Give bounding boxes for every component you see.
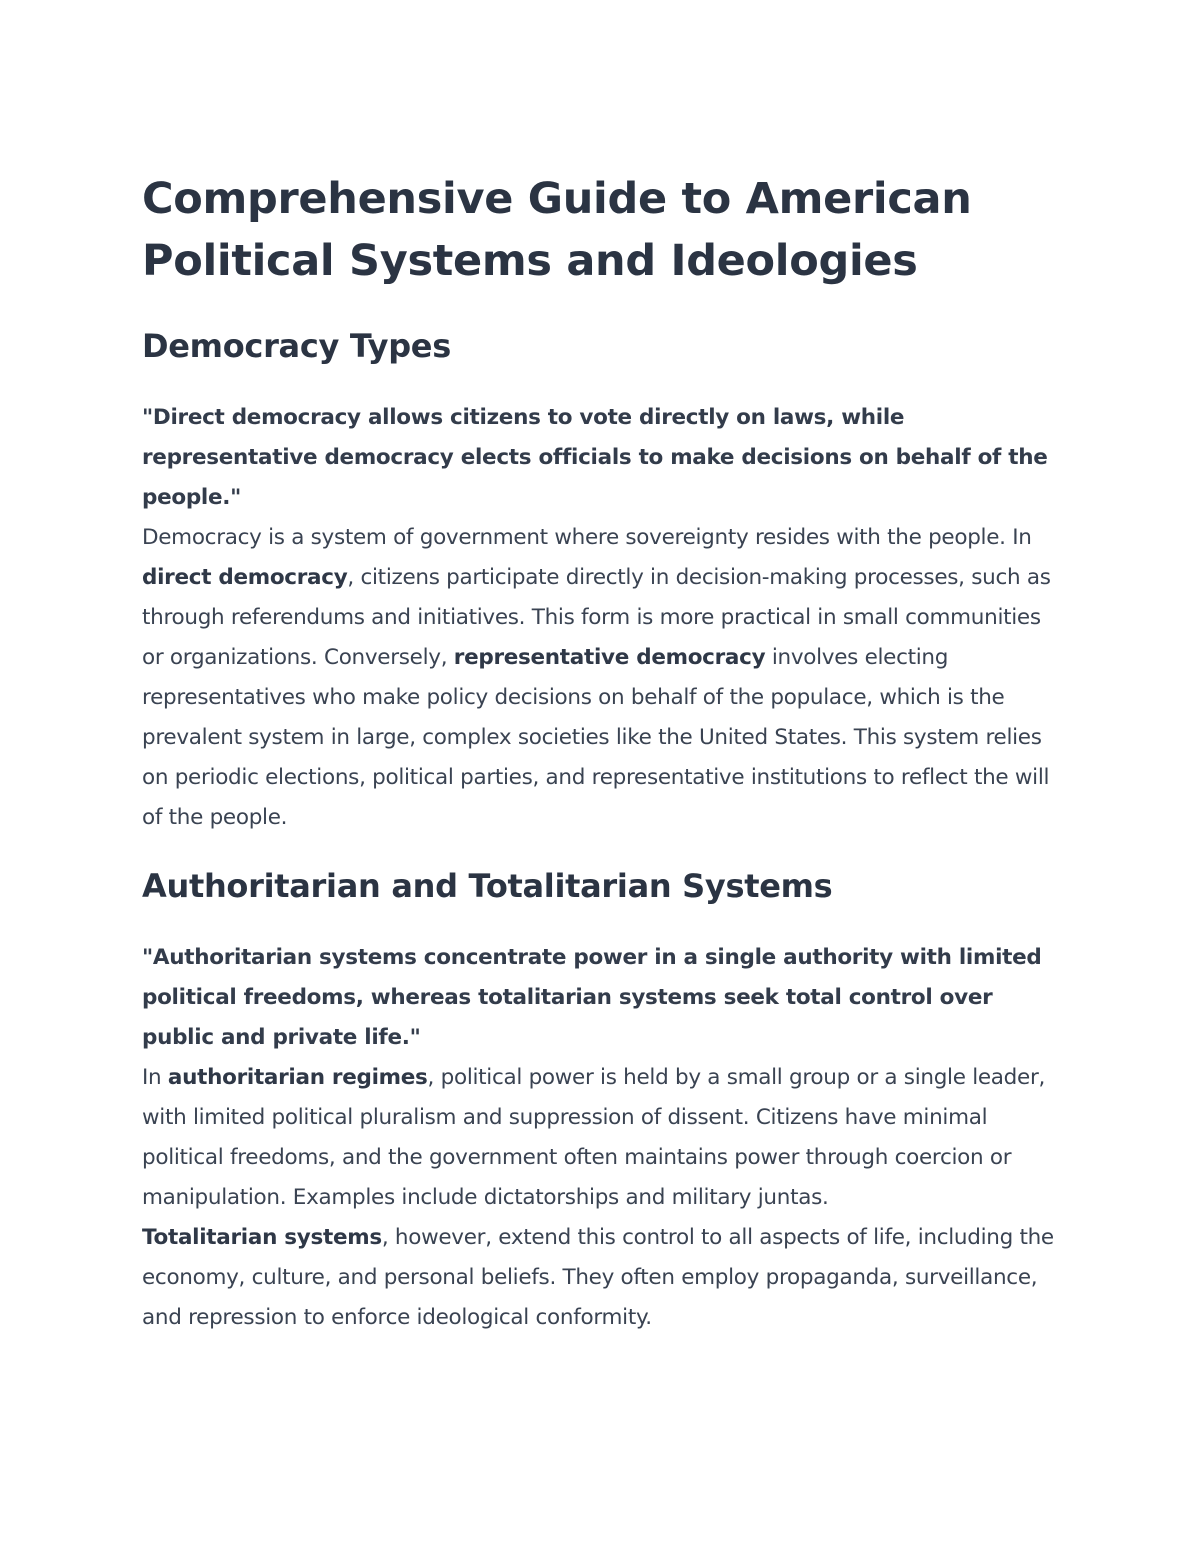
bold-term: representative democracy: [453, 645, 766, 670]
section-heading: Authoritarian and Totalitarian Systems: [142, 867, 833, 905]
paragraph-text: , political power is held by a small group or a single leader, with limited political pluralism and suppression of dissent. Citizens have minimal political freedoms, and the government often maintains power through coercion or manipulation. Examples include dictatorships and military juntas.: [142, 1065, 1046, 1210]
page-title: Comprehensive Guide to American Political Systems and Ideologies: [142, 174, 972, 286]
paragraph-text: , citizens participate directly in decision-making processes, such as through referendums and initiatives. This form is more practical in small communities or organizations. Conversely,: [142, 565, 1051, 670]
paragraph-text: , however, extend this control to all aspects of life, including the economy, culture, and personal beliefs. They often employ propaganda, surveillance, and repression to enforce ideological conformity.: [142, 1225, 1054, 1330]
paragraph-text: Democracy is a system of government where sovereignty resides with the people. In: [142, 525, 1032, 550]
section-paragraph: [142, 1058, 1060, 1218]
section-authoritarian-totalitarian: [142, 864, 1060, 1338]
paragraph-text: involves electing representatives who make policy decisions on behalf of the populace, which is the prevalent system in large, complex societies like the United States. This system relies on periodic elections, political parties, and representative institutions to reflect the will of the people.: [142, 645, 1050, 830]
section-democracy-types: [142, 324, 1060, 838]
section-heading: Democracy Types: [142, 327, 451, 365]
section-quote: "Direct democracy allows citizens to vote directly on laws, while representative democracy elects officials to make decisions on behalf of the people.": [142, 405, 1048, 510]
bold-term: Totalitarian systems: [142, 1225, 382, 1250]
section-paragraph: [142, 1218, 1060, 1338]
bold-term: direct democracy: [142, 565, 348, 590]
section-quote: "Authoritarian systems concentrate power in a single authority with limited political freedoms, whereas totalitarian systems seek total control over public and private life.": [142, 945, 1042, 1050]
section-paragraph: [142, 518, 1060, 838]
bold-term: authoritarian regimes: [167, 1065, 428, 1090]
paragraph-text: In: [142, 1065, 168, 1090]
